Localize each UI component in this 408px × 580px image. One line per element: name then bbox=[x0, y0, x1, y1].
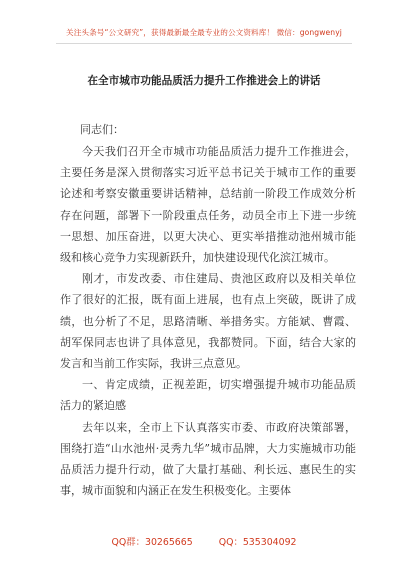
document-body bbox=[60, 141, 356, 501]
document-title: 在全市城市功能品质活力提升工作推进会上的讲话 bbox=[87, 75, 321, 87]
salutation: 同志们： bbox=[80, 123, 124, 136]
header-divider bbox=[56, 43, 352, 44]
footer-qq-group: QQ群：30265665 bbox=[111, 537, 193, 548]
paragraph: 去年以来，全市上下认真落实市委、市政府决策部署，围绕打造“山水池州·灵秀九华”城市品牌，大力实施城市功能品质活力提升行动，做了大量打基础、利长远、惠民生的实事，城市面貌和内涵正在发生积极变化。主要体 bbox=[60, 420, 356, 498]
paragraph: 今天我们召开全市城市功能品质活力提升工作推进会，主要任务是深入贯彻落实习近平总书记关于城市工作的重要论述和考察安徽重要讲话精神，总结前一阶段工作成效分析存在问题，部署下一阶段重点任务，动员全市上下进一步统一思想、加压奋进，以更大决心、更实举措推动池州城市能级和核心竞争力实现新跃升，加快建设现代化滨江城市。 bbox=[60, 145, 356, 265]
top-banner: 关注头条号“公文研究”，获得最新最全最专业的公文资料库！ 微信：gongwenyj bbox=[66, 28, 342, 37]
footer-qq-number: QQ：535304092 bbox=[218, 537, 297, 548]
section-heading: 一、肯定成绩，正视差距，切实增强提升城市功能品质活力的紧迫感 bbox=[60, 378, 356, 413]
footer-contact bbox=[0, 534, 408, 548]
paragraph: 刚才，市发改委、市住建局、贵池区政府以及相关单位作了很好的汇报，既有面上进展，也有点上突破，既讲了成绩，也分析了不足，思路清晰、举措务实。方能斌、曹霞、胡军保同志也讲了具体意见，我都赞同。下面，结合大家的发言和当前工作实际，我讲三点意见。 bbox=[60, 272, 356, 371]
